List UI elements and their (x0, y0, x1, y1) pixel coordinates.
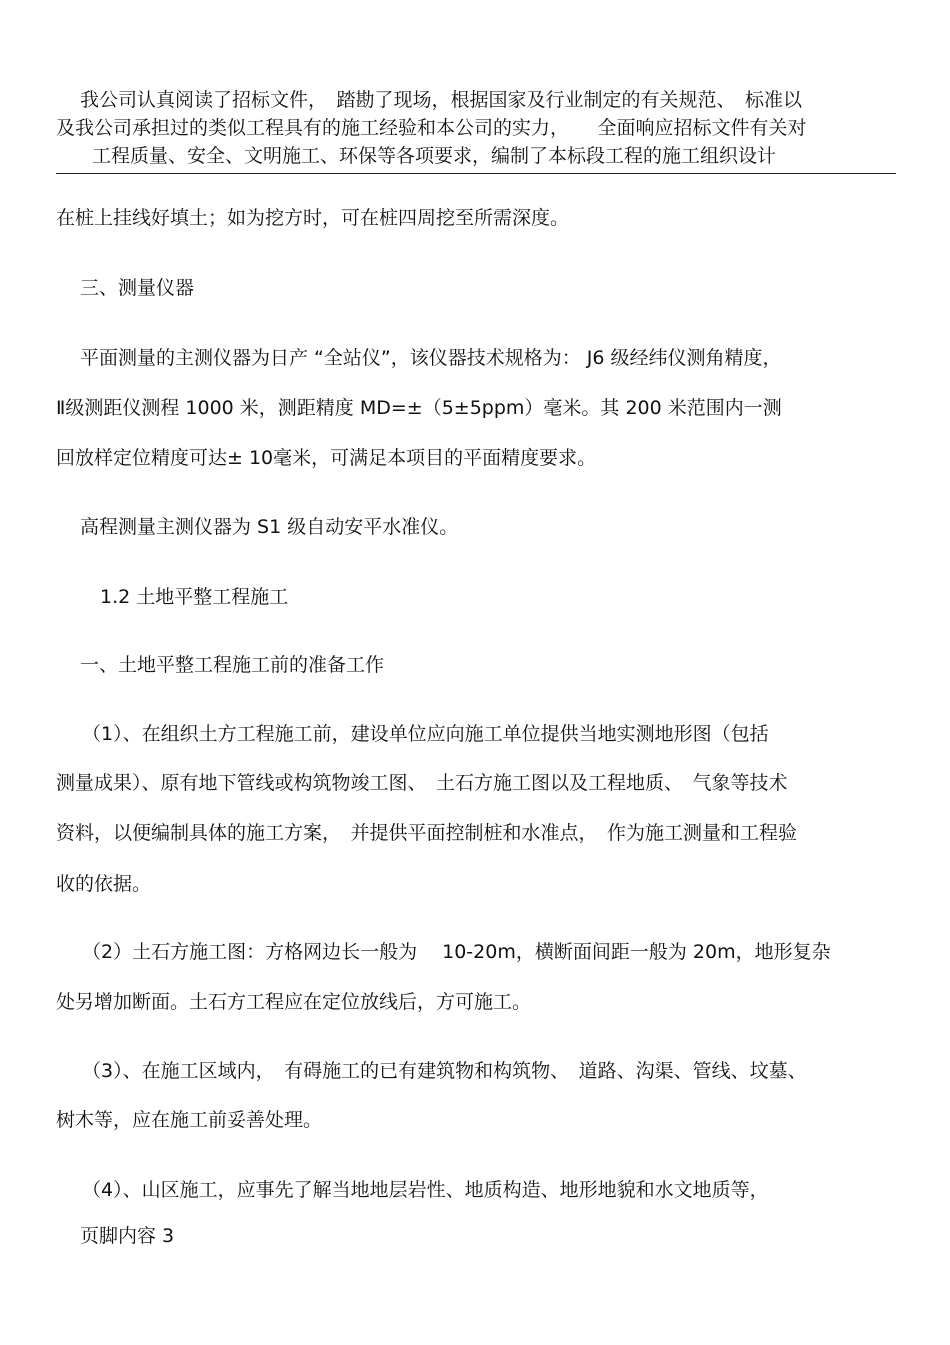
body-line: 树木等，应在施工前妥善处理。 (56, 1109, 323, 1131)
body-line: 收的依据。 (56, 873, 152, 895)
header-line-2: 及我公司承担过的类似工程具有的施工经验和本公司的实力， 全面响应招标文件有关对 (56, 117, 807, 139)
page-footer: 页脚内容 3 (80, 1225, 175, 1247)
body-line: 处另增加断面。土石方工程应在定位放线后，方可施工。 (56, 991, 532, 1013)
body-line: 测量成果）、原有地下管线或构筑物竣工图、 土石方施工图以及工程地质、 气象等技术 (56, 772, 788, 794)
section-heading: 三、测量仪器 (80, 277, 195, 299)
body-line: （1）、在组织土方工程施工前，建设单位应向施工单位提供当地实测地形图（包括 (82, 723, 769, 745)
body-line: 在桩上挂线好填土；如为挖方时，可在桩四周挖至所需深度。 (56, 207, 570, 229)
header-line-1: 我公司认真阅读了招标文件， 踏勘了现场，根据国家及行业制定的有关规范、 标准以 (80, 89, 803, 111)
body-line: （3）、在施工区域内， 有碍施工的已有建筑物和构筑物、 道路、沟渠、管线、坟墓、 (82, 1060, 807, 1082)
body-line: 平面测量的主测仪器为日产 “全站仪”，该仪器技术规格为： J6 级经纬仪测角精度， (80, 347, 782, 369)
body-line: （4）、山区施工，应事先了解当地地层岩性、地质构造、地形地貌和水文地质等， (82, 1179, 769, 1201)
body-line: （2）土石方施工图：方格网边长一般为 10-20m，横断面间距一般为 20m，地形复杂 (82, 941, 831, 963)
subsection-heading: 1.2 土地平整工程施工 (100, 586, 289, 608)
body-line: 高程测量主测仪器为 S1 级自动安平水准仪。 (80, 516, 459, 538)
body-line: 资料，以便编制具体的施工方案， 并提供平面控制桩和水准点， 作为施工测量和工程验 (56, 822, 798, 844)
body-line: Ⅱ级测距仪测程 1000 米，测距精度 MD=±（5±5ppm）毫米。其 200 米范围内一测 (56, 397, 782, 419)
body-line: 回放样定位精度可达± 10毫米，可满足本项目的平面精度要求。 (56, 447, 597, 469)
header-divider (56, 173, 896, 174)
header-line-3: 工程质量、安全、文明施工、环保等各项要求，编制了本标段工程的施工组织设计 (92, 145, 777, 167)
section-heading: 一、土地平整工程施工前的准备工作 (80, 654, 385, 676)
